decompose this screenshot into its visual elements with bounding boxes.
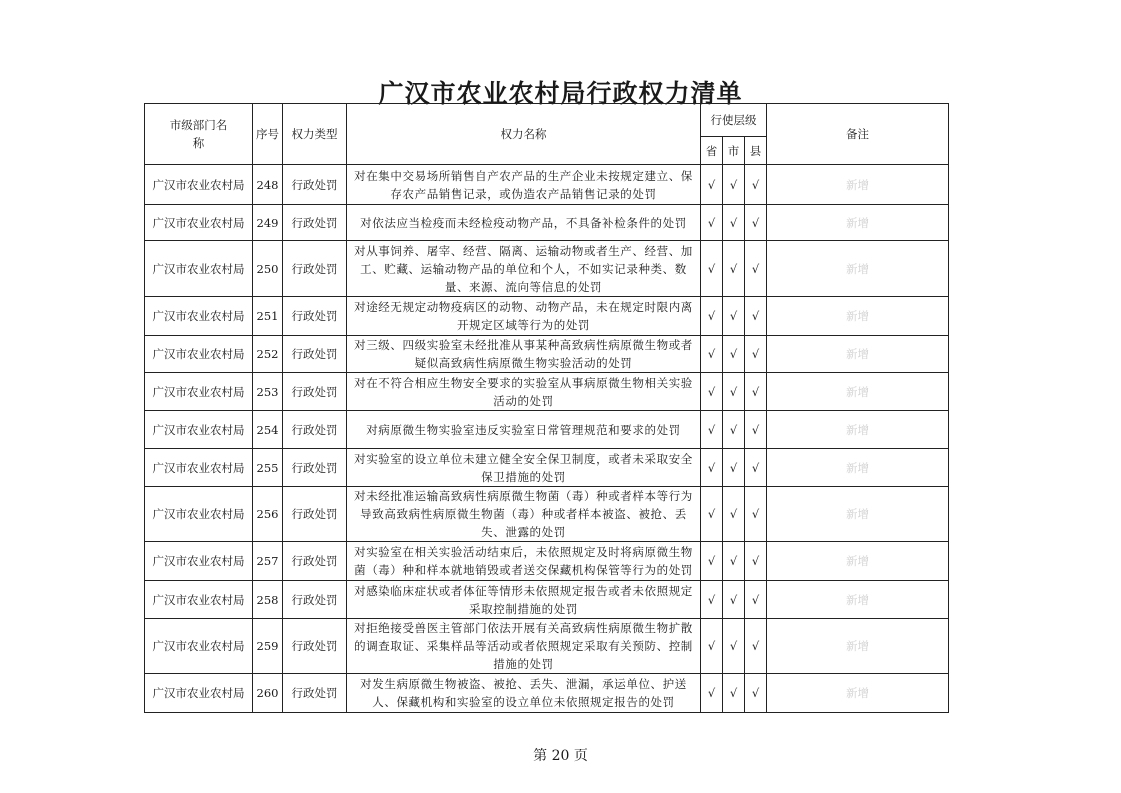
seq-cell: 256 [253,487,283,542]
remark-cell: 新增 [767,165,949,205]
table-row [145,581,949,619]
level-county-check: √ [745,674,767,713]
power-name-cell: 对感染临床症状或者体征等情形未依照规定报告或者未依照规定采取控制措施的处罚 [347,581,701,619]
dept-cell: 广汉市农业农村局 [145,165,253,205]
table-row [145,542,949,581]
dept-cell: 广汉市农业农村局 [145,581,253,619]
type-cell: 行政处罚 [283,297,347,336]
power-name-cell: 对未经批准运输高致病性病原微生物菌（毒）种或者样本等行为导致高致病性病原微生物菌（毒）种或者样本被盗、被抢、丢失、泄露的处罚 [347,487,701,542]
seq-cell: 260 [253,674,283,713]
remark-cell: 新增 [767,411,949,449]
level-prov-check: √ [701,241,723,297]
table-row [145,373,949,411]
header-remark: 备注 [767,104,949,165]
dept-cell: 广汉市农业农村局 [145,542,253,581]
level-city-check: √ [723,205,745,241]
level-county-check: √ [745,581,767,619]
level-prov-check: √ [701,165,723,205]
table-row [145,336,949,373]
power-name-cell: 对拒绝接受兽医主管部门依法开展有关高致病性病原微生物扩散的调查取证、采集样品等活动或者依照规定采取有关预防、控制措施的处罚 [347,619,701,674]
table-row [145,297,949,336]
seq-cell: 258 [253,581,283,619]
level-prov-check: √ [701,297,723,336]
level-city-check: √ [723,411,745,449]
seq-cell: 255 [253,449,283,487]
seq-cell: 249 [253,205,283,241]
level-prov-check: √ [701,373,723,411]
level-city-check: √ [723,241,745,297]
dept-cell: 广汉市农业农村局 [145,297,253,336]
dept-cell: 广汉市农业农村局 [145,205,253,241]
level-prov-check: √ [701,336,723,373]
level-county-check: √ [745,205,767,241]
dept-cell: 广汉市农业农村局 [145,411,253,449]
table-row [145,674,949,713]
level-county-check: √ [745,336,767,373]
level-city-check: √ [723,449,745,487]
table-row [145,205,949,241]
dept-cell: 广汉市农业农村局 [145,487,253,542]
type-cell: 行政处罚 [283,336,347,373]
level-city-check: √ [723,674,745,713]
dept-cell: 广汉市农业农村局 [145,619,253,674]
level-prov-check: √ [701,542,723,581]
power-name-cell: 对发生病原微生物被盗、被抢、丢失、泄漏，承运单位、护送人、保藏机构和实验室的设立单位未依照规定报告的处罚 [347,674,701,713]
page-number: 第 20 页 [533,748,588,764]
dept-cell: 广汉市农业农村局 [145,674,253,713]
level-city-check: √ [723,165,745,205]
remark-cell: 新增 [767,581,949,619]
power-list-table [144,103,949,713]
level-prov-check: √ [701,449,723,487]
seq-cell: 250 [253,241,283,297]
seq-cell: 251 [253,297,283,336]
seq-cell: 253 [253,373,283,411]
level-city-check: √ [723,487,745,542]
table-row [145,449,949,487]
power-name-cell: 对在集中交易场所销售自产农产品的生产企业未按规定建立、保存农产品销售记录，或伪造农产品销售记录的处罚 [347,165,701,205]
type-cell: 行政处罚 [283,205,347,241]
power-name-cell: 对三级、四级实验室未经批准从事某种高致病性病原微生物或者疑似高致病性病原微生物实验活动的处罚 [347,336,701,373]
header-dept: 市级部门名称 [145,104,253,165]
level-county-check: √ [745,487,767,542]
level-county-check: √ [745,297,767,336]
level-city-check: √ [723,336,745,373]
level-city-check: √ [723,581,745,619]
header-name: 权力名称 [347,104,701,165]
power-name-cell: 对依法应当检疫而未经检疫动物产品，不具备补检条件的处罚 [347,205,701,241]
seq-cell: 257 [253,542,283,581]
power-name-cell: 对实验室在相关实验活动结束后，未依照规定及时将病原微生物菌（毒）种和样本就地销毁或者送交保藏机构保管等行为的处罚 [347,542,701,581]
level-county-check: √ [745,165,767,205]
level-prov-check: √ [701,581,723,619]
remark-cell: 新增 [767,241,949,297]
header-type: 权力类型 [283,104,347,165]
remark-cell: 新增 [767,674,949,713]
type-cell: 行政处罚 [283,373,347,411]
table-row [145,165,949,205]
header-level-city: 市 [723,137,745,165]
seq-cell: 248 [253,165,283,205]
level-county-check: √ [745,619,767,674]
power-name-cell: 对从事饲养、屠宰、经营、隔离、运输动物或者生产、经营、加工、贮藏、运输动物产品的单位和个人，不如实记录种类、数量、来源、流向等信息的处罚 [347,241,701,297]
level-prov-check: √ [701,205,723,241]
level-city-check: √ [723,297,745,336]
power-name-cell: 对实验室的设立单位未建立健全安全保卫制度，或者未采取安全保卫措施的处罚 [347,449,701,487]
level-county-check: √ [745,449,767,487]
level-county-check: √ [745,241,767,297]
header-level-prov: 省 [701,137,723,165]
type-cell: 行政处罚 [283,581,347,619]
remark-cell: 新增 [767,373,949,411]
remark-cell: 新增 [767,619,949,674]
dept-cell: 广汉市农业农村局 [145,449,253,487]
dept-cell: 广汉市农业农村局 [145,336,253,373]
level-city-check: √ [723,542,745,581]
type-cell: 行政处罚 [283,241,347,297]
level-prov-check: √ [701,487,723,542]
remark-cell: 新增 [767,205,949,241]
table-row [145,411,949,449]
type-cell: 行政处罚 [283,411,347,449]
level-prov-check: √ [701,674,723,713]
dept-cell: 广汉市农业农村局 [145,241,253,297]
remark-cell: 新增 [767,487,949,542]
type-cell: 行政处罚 [283,619,347,674]
table-row [145,619,949,674]
level-city-check: √ [723,619,745,674]
remark-cell: 新增 [767,297,949,336]
level-county-check: √ [745,373,767,411]
type-cell: 行政处罚 [283,487,347,542]
power-name-cell: 对在不符合相应生物安全要求的实验室从事病原微生物相关实验活动的处罚 [347,373,701,411]
table-row [145,241,949,297]
table-row [145,487,949,542]
level-city-check: √ [723,373,745,411]
table-body [145,165,949,713]
page-title: 广汉市农业农村局行政权力清单 [378,79,743,108]
remark-cell: 新增 [767,449,949,487]
level-prov-check: √ [701,411,723,449]
header-seq: 序号 [253,104,283,165]
remark-cell: 新增 [767,336,949,373]
level-county-check: √ [745,542,767,581]
type-cell: 行政处罚 [283,449,347,487]
header-level: 行使层级 [701,104,767,137]
type-cell: 行政处罚 [283,542,347,581]
power-name-cell: 对途经无规定动物疫病区的动物、动物产品，未在规定时限内离开规定区域等行为的处罚 [347,297,701,336]
level-prov-check: √ [701,619,723,674]
header-level-county: 县 [745,137,767,165]
type-cell: 行政处罚 [283,165,347,205]
type-cell: 行政处罚 [283,674,347,713]
power-name-cell: 对病原微生物实验室违反实验室日常管理规范和要求的处罚 [347,411,701,449]
level-county-check: √ [745,411,767,449]
seq-cell: 259 [253,619,283,674]
remark-cell: 新增 [767,542,949,581]
seq-cell: 252 [253,336,283,373]
dept-cell: 广汉市农业农村局 [145,373,253,411]
seq-cell: 254 [253,411,283,449]
